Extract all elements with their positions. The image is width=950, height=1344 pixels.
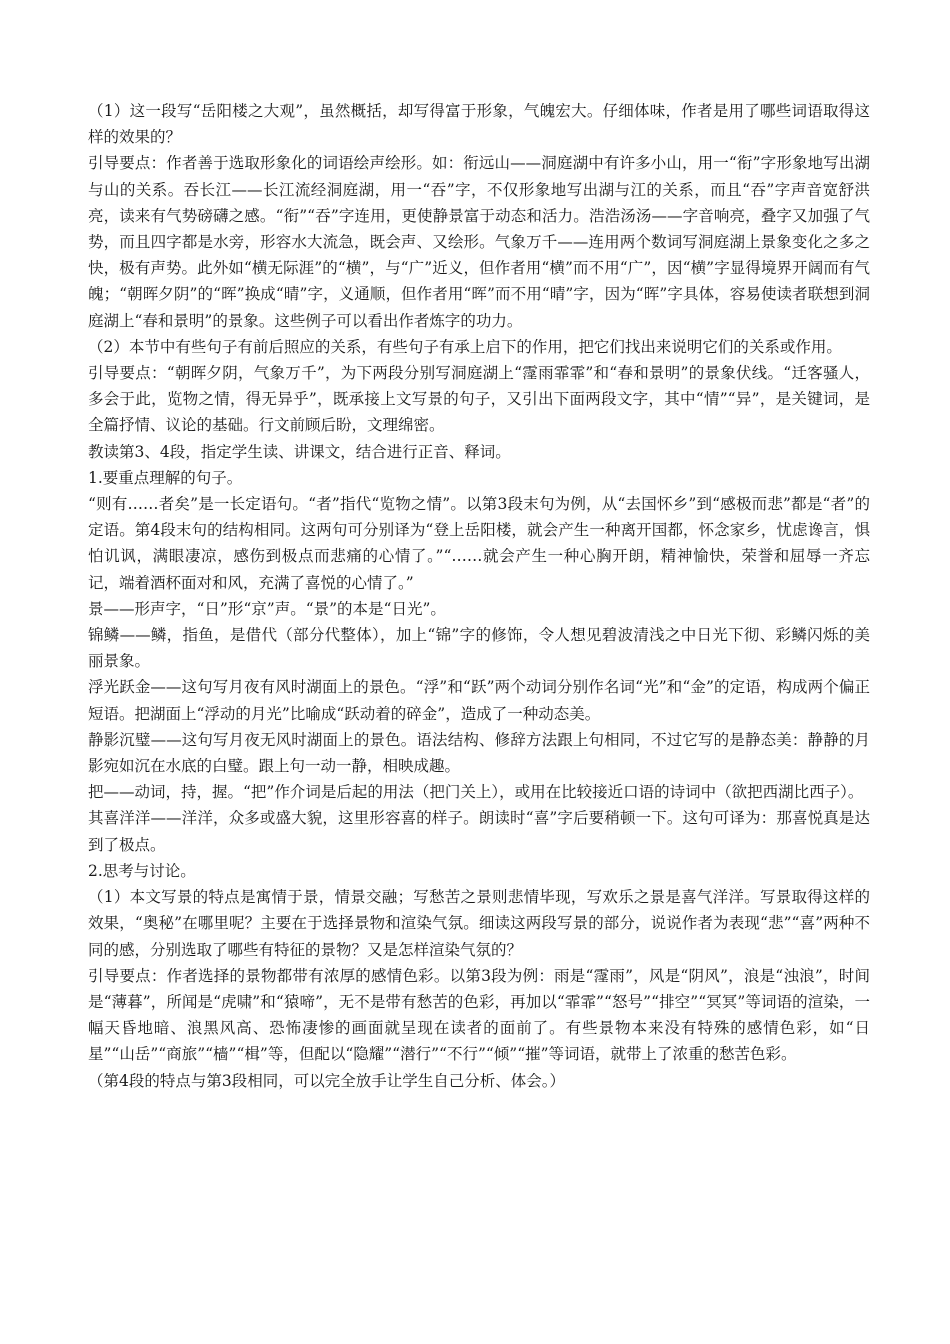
discussion-question: （1）本文写景的特点是寓情于景，情景交融；写愁苦之景则悲情毕现，写欢乐之景是喜气洋洋。写景取得这样的效果，“奥秘”在哪里呢？主要在于选择景物和渲染气氛。细读这两段写景的部分，说说作者为表现“悲”“喜”两种不同的感，分别选取了哪些有特征的景物？又是怎样渲染气氛的？ (88, 888, 870, 959)
body-paragraph: “则有……者矣”是一长定语句。“者”指代“览物之情”。以第3段末句为例，从“去国怀乡”到“感极而悲”都是“者”的定语。第4段末句的结构相同。这两句可分别译为“登上岳阳楼，就会产生一种离开国都，怀念家乡，忧虑谗言，惧怕讥讽，满眼凄凉，感伤到极点而悲痛的心情了。”“……就会产生一种心胸开朗，精神愉快，荣誉和屈辱一齐忘记，端着酒杯面对和风，充满了喜悦的心情了。” (88, 495, 870, 592)
word-note: 静影沉璧——这句写月夜无风时湖面上的景色。语法结构、修辞方法跟上句相同，不过它写的是静态美：静静的月影宛如沉在水底的白璧。跟上句一动一静，相映成趣。 (88, 730, 870, 776)
closing-note: （第4段的特点与第3段相同，可以完全放手让学生自己分析、体会。） (88, 1071, 565, 1090)
section-heading: 1.要重点理解的句子。 (88, 468, 243, 487)
word-note: 其喜洋洋——洋洋，众多或盛大貌，这里形容喜的样子。朗读时“喜”字后要稍顿一下。这句可译为：那喜悦真是达到了极点。 (88, 809, 870, 854)
guidance-paragraph: 引导要点：作者选择的景物都带有浓厚的感情色彩。以第3段为例：雨是“霪雨”，风是“阴风”，浪是“浊浪”，时间是“薄暮”，所闻是“虎啸”和“猿啼”，无不是带有愁苦的色彩，再加以“霏霏”“怒号”“排空”“冥冥”等词语的渲染，一幅天昏地暗、浪黑风高、恐怖凄惨的画面就呈现在读者的面前了。有些景物本来没有特殊的感情色彩，如“日星”“山岳”“商旅”“樯”“楫”等，但配以“隐耀”“潜行”“不行”“倾”“摧”等词语，就带上了浓重的愁苦色彩。 (88, 966, 870, 1064)
word-note: 景——形声字，“日”形“京”声。“景”的本是“日光”。 (88, 599, 446, 618)
word-note: 浮光跃金——这句写月夜有风时湖面上的景色。“浮”和“跃”两个动词分别作名词“光”和“金”的定语，构成两个偏正短语。把湖面上“浮动的月光”比喻成“跃动着的碎金”，造成了一种动态美。 (88, 678, 870, 723)
word-note: 锦鳞——鳞，指鱼，是借代（部分代整体），加上“锦”字的修饰，令人想见碧波清浅之中日光下彻、彩鳞闪烁的美丽景象。 (88, 626, 870, 671)
word-note: 把——动词，持，握。“把”作介词是后起的用法（把门关上），或用在比较接近口语的诗词中（欲把西湖比西子）。 (88, 783, 864, 802)
guidance-paragraph: 引导要点：作者善于选取形象化的词语绘声绘形。如：衔远山——洞庭湖中有许多小山，用一“衔”字形象地写出湖与山的关系。吞长江——长江流经洞庭湖，用一“吞”字，不仅形象地写出湖与江的关系，而且“吞”字声音宽舒洪亮，读来有气势磅礴之感。“衔”“吞”字连用，更使静景富于动态和活力。浩浩汤汤——字音响亮，叠字又加强了气势，而且四字都是水旁，形容水大流急，既会声、又绘形。气象万千——连用两个数词写洞庭湖上景象变化之多之快，极有声势。此外如“横无际涯”的“横”，与“广”近义，但作者用“横”而不用“广”，因“横”字显得境界开阔而有气魄；“朝晖夕阴”的“晖”换成“晴”字，义通顺，但作者用“晖”而不用“晴”字，因为“晖”字具体，容易使读者联想到洞庭湖上“春和景明”的景象。这些例子可以看出作者炼字的功力。 (88, 154, 870, 330)
question-1-prompt: （1）这一段写“岳阳楼之大观”，虽然概括，却写得富于形象，气魄宏大。仔细体味，作者是用了哪些词语取得这样的效果的？ (88, 102, 870, 147)
question-2-prompt: （2）本节中有些句子有前后照应的关系，有些句子有承上启下的作用，把它们找出来说明它们的关系或作用。 (88, 337, 842, 356)
section-heading: 2.思考与讨论。 (88, 861, 196, 880)
guidance-paragraph: 引导要点：“朝晖夕阴，气象万千”，为下两段分别写洞庭湖上“霪雨霏霏”和“春和景明”的景象伏线。“迁客骚人，多会于此，览物之情，得无异乎”，既承接上文写景的句子，又引出下面两段文字，其中“情”“异”，是关键词，是全篇抒情、议论的基础。行文前顾后盼，文理绵密。 (88, 364, 870, 435)
instruction-line: 教读第3、4段，指定学生读、讲课文，结合进行正音、释词。 (88, 442, 511, 461)
